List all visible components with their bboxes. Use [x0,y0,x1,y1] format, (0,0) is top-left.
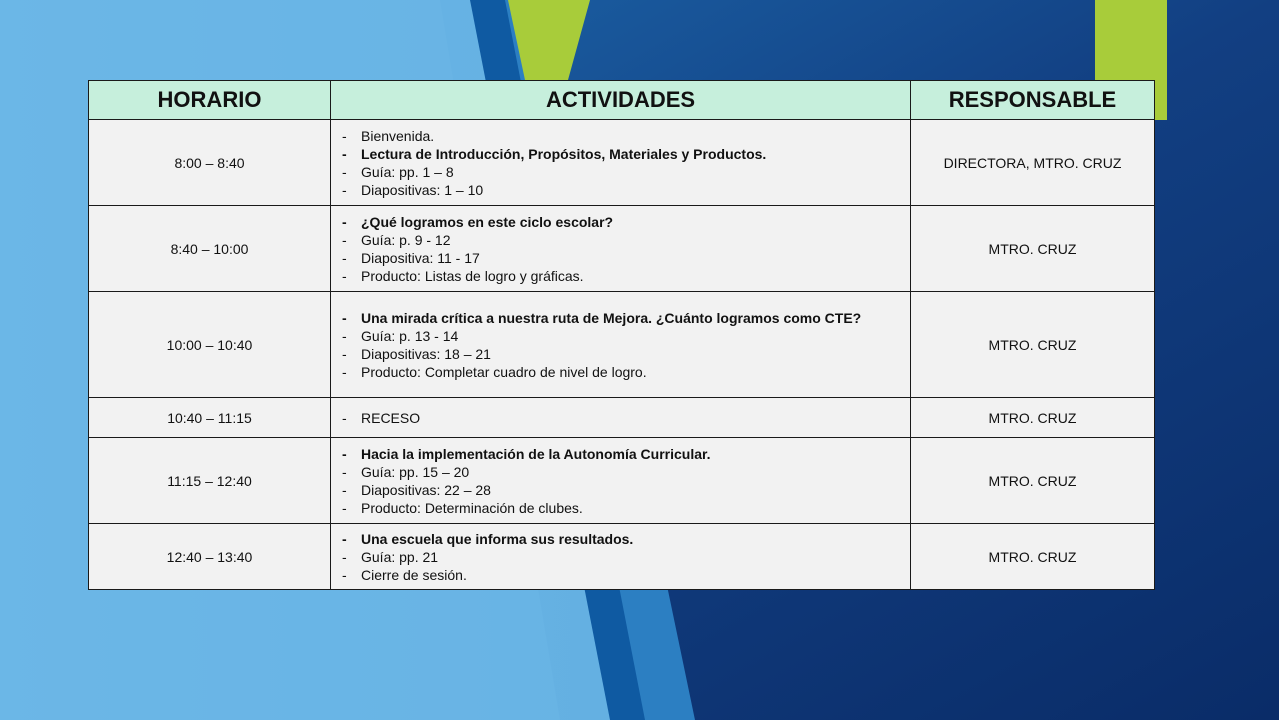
activity-item [339,213,896,231]
responsible-cell: MTRO. CRUZ [911,398,1155,438]
activity-item [339,463,896,481]
time-cell: 10:00 – 10:40 [89,292,331,398]
activity-item [339,231,896,249]
time-cell: 8:40 – 10:00 [89,206,331,292]
activity-item [339,145,896,163]
dash-bullet: - [342,409,347,426]
activity-item [339,499,896,517]
dash-bullet: - [342,481,347,498]
table-row [89,438,1155,524]
time-cell: 10:40 – 11:15 [89,398,331,438]
table-body [89,120,1155,590]
activity-text: ¿Qué logramos en este ciclo escolar? [361,213,614,230]
activity-text: Lectura de Introducción, Propósitos, Materiales y Productos. [361,145,767,162]
activity-text: Diapositivas: 1 – 10 [361,181,484,198]
activities-cell [331,398,911,438]
header-actividades: ACTIVIDADES [331,81,911,120]
dash-bullet: - [342,345,347,362]
dash-bullet: - [342,127,347,144]
activity-item [339,309,896,327]
activity-text: Guía: p. 13 - 14 [361,327,459,344]
activity-item [339,566,896,584]
dash-bullet: - [342,181,347,198]
activity-text: Guía: pp. 1 – 8 [361,163,454,180]
activities-cell [331,524,911,590]
activity-text: Diapositiva: 11 - 17 [361,249,480,266]
activity-item [339,481,896,499]
dash-bullet: - [342,566,347,583]
dash-bullet: - [342,445,347,462]
activity-item [339,127,896,145]
activity-text: Diapositivas: 22 – 28 [361,481,491,498]
responsible-cell: MTRO. CRUZ [911,206,1155,292]
activity-item [339,163,896,181]
activity-item [339,249,896,267]
table-row [89,524,1155,590]
activity-text: Guía: pp. 15 – 20 [361,463,470,480]
activity-item [339,409,896,427]
activity-text: Bienvenida. [361,127,435,144]
table-row [89,398,1155,438]
activity-text: Producto: Determinación de clubes. [361,499,583,516]
responsible-cell: DIRECTORA, MTRO. CRUZ [911,120,1155,206]
time-cell: 12:40 – 13:40 [89,524,331,590]
activities-list [339,409,896,427]
responsible-cell: MTRO. CRUZ [911,438,1155,524]
activities-list [339,445,896,517]
activities-cell [331,120,911,206]
dash-bullet: - [342,363,347,380]
activity-text: Producto: Listas de logro y gráficas. [361,267,584,284]
dash-bullet: - [342,249,347,266]
table-header-row [89,81,1155,120]
activity-item [339,345,896,363]
activity-item [339,327,896,345]
activity-text: Producto: Completar cuadro de nivel de logro. [361,363,647,380]
activities-list [339,127,896,199]
dash-bullet: - [342,463,347,480]
activity-text: Hacia la implementación de la Autonomía Curricular. [361,445,711,462]
responsible-cell: MTRO. CRUZ [911,524,1155,590]
responsible-cell: MTRO. CRUZ [911,292,1155,398]
table-row [89,292,1155,398]
activity-text: Guía: p. 9 - 12 [361,231,451,248]
schedule-table [88,80,1155,590]
activity-item [339,267,896,285]
time-cell: 8:00 – 8:40 [89,120,331,206]
activities-list [339,213,896,285]
activity-text: RECESO [361,409,421,426]
activities-list [339,530,896,584]
activity-text: Una escuela que informa sus resultados. [361,530,634,547]
activities-list [339,309,896,381]
time-cell: 11:15 – 12:40 [89,438,331,524]
table-row [89,206,1155,292]
dash-bullet: - [342,213,347,230]
dash-bullet: - [342,231,347,248]
activity-item [339,445,896,463]
header-responsable: RESPONSABLE [911,81,1155,120]
dash-bullet: - [342,530,347,547]
activity-text: Una mirada crítica a nuestra ruta de Mejora. ¿Cuánto logramos como CTE? [361,309,862,326]
activities-cell [331,292,911,398]
activity-item [339,181,896,199]
activity-text: Diapositivas: 18 – 21 [361,345,491,362]
header-horario: HORARIO [89,81,331,120]
dash-bullet: - [342,267,347,284]
dash-bullet: - [342,548,347,565]
activity-text: Guía: pp. 21 [361,548,439,565]
activity-item [339,548,896,566]
activities-cell [331,438,911,524]
dash-bullet: - [342,309,347,326]
dash-bullet: - [342,327,347,344]
activity-item [339,530,896,548]
table-row [89,120,1155,206]
activity-text: Cierre de sesión. [361,566,467,583]
dash-bullet: - [342,145,347,162]
dash-bullet: - [342,163,347,180]
dash-bullet: - [342,499,347,516]
activity-item [339,363,896,381]
activities-cell [331,206,911,292]
